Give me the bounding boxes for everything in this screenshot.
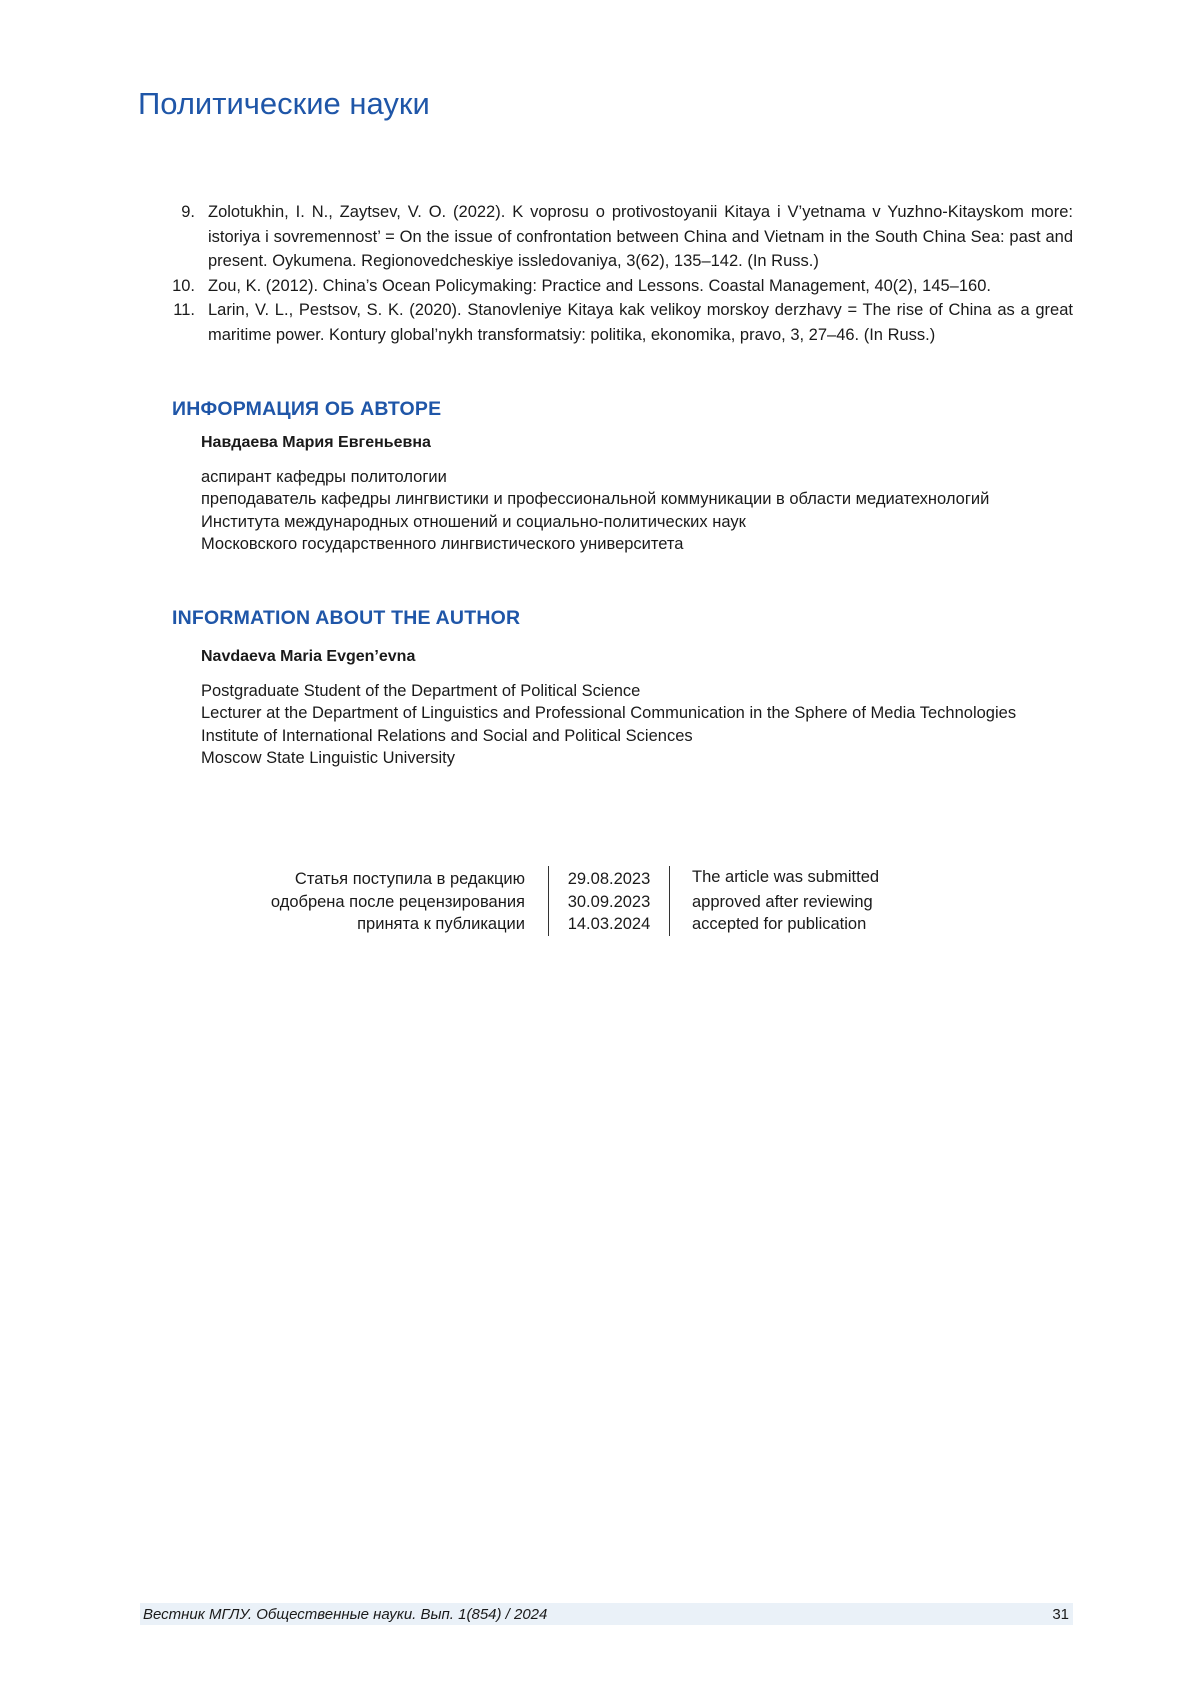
date-value: 14.03.2024 bbox=[549, 913, 670, 936]
author-name-en: Navdaeva Maria Evgen’evna bbox=[201, 648, 415, 666]
dates-row bbox=[240, 913, 960, 936]
date-value: 30.09.2023 bbox=[549, 891, 670, 914]
affiliation-line: Московского государственного лингвистического университета bbox=[201, 533, 989, 555]
reference-number: 11. bbox=[160, 298, 208, 347]
reference-text: Zolotukhin, I. N., Zaytsev, V. O. (2022). K voprosu o protivostoyanii Kitaya i V’yetnama v Yuzhno-Kitayskom more: istoriya i sovremennost’ = On the issue of confrontation between China and Vietnam in the South China Sea: past and present. Oykumena. Regionovedcheskiye issledovaniya, 3(62), 135–142. (In Russ.) bbox=[208, 200, 1073, 274]
dates-row bbox=[240, 866, 960, 891]
author-name-ru: Навдаева Мария Евгеньевна bbox=[201, 434, 431, 452]
author-info-heading-ru: ИНФОРМАЦИЯ ОБ АВТОРЕ bbox=[172, 398, 441, 421]
date-label-ru: Статья поступила в редакцию bbox=[240, 866, 549, 891]
reference-number: 10. bbox=[160, 274, 208, 299]
affiliation-line: аспирант кафедры политологии bbox=[201, 466, 989, 488]
date-label-en: The article was submitted bbox=[670, 866, 879, 891]
article-dates-table bbox=[240, 866, 960, 936]
journal-citation: Вестник МГЛУ. Общественные науки. Вып. 1(854) / 2024 bbox=[140, 1606, 547, 1623]
dates-row bbox=[240, 891, 960, 914]
reference-item bbox=[160, 298, 1073, 347]
date-label-en: accepted for publication bbox=[670, 913, 866, 936]
affiliation-line: Postgraduate Student of the Department of Political Science bbox=[201, 680, 1016, 702]
date-label-ru: принята к публикации bbox=[240, 913, 549, 936]
author-affiliations-ru bbox=[201, 466, 989, 555]
reference-text: Larin, V. L., Pestsov, S. K. (2020). Stanovleniye Kitaya kak velikoy morskoy derzhavy = The rise of China as a great maritime power. Kontury global’nykh transformatsiy: politika, ekonomika, pravo, 3, 27–46. (In Russ.) bbox=[208, 298, 1073, 347]
section-title: Политические науки bbox=[138, 86, 430, 122]
affiliation-line: Institute of International Relations and Social and Political Sciences bbox=[201, 725, 1016, 747]
author-info-heading-en: INFORMATION ABOUT THE AUTHOR bbox=[172, 607, 520, 630]
author-affiliations-en bbox=[201, 680, 1016, 769]
reference-item bbox=[160, 274, 1073, 299]
affiliation-line: Института международных отношений и социально-политических наук bbox=[201, 511, 989, 533]
affiliation-line: Moscow State Linguistic University bbox=[201, 747, 1016, 769]
page-footer bbox=[140, 1603, 1073, 1625]
affiliation-line: преподаватель кафедры лингвистики и профессиональной коммуникации в области медиатехнологий bbox=[201, 488, 989, 510]
page-number: 31 bbox=[1052, 1606, 1073, 1623]
date-value: 29.08.2023 bbox=[549, 866, 670, 891]
reference-number: 9. bbox=[160, 200, 208, 274]
affiliation-line: Lecturer at the Department of Linguistics and Professional Communication in the Sphere of Media Technologies bbox=[201, 702, 1016, 724]
reference-list bbox=[160, 200, 1073, 347]
date-label-en: approved after reviewing bbox=[670, 891, 873, 914]
reference-item bbox=[160, 200, 1073, 274]
reference-text: Zou, K. (2012). China’s Ocean Policymaking: Practice and Lessons. Coastal Management, 40(2), 145–160. bbox=[208, 274, 1073, 299]
date-label-ru: одобрена после рецензирования bbox=[240, 891, 549, 914]
